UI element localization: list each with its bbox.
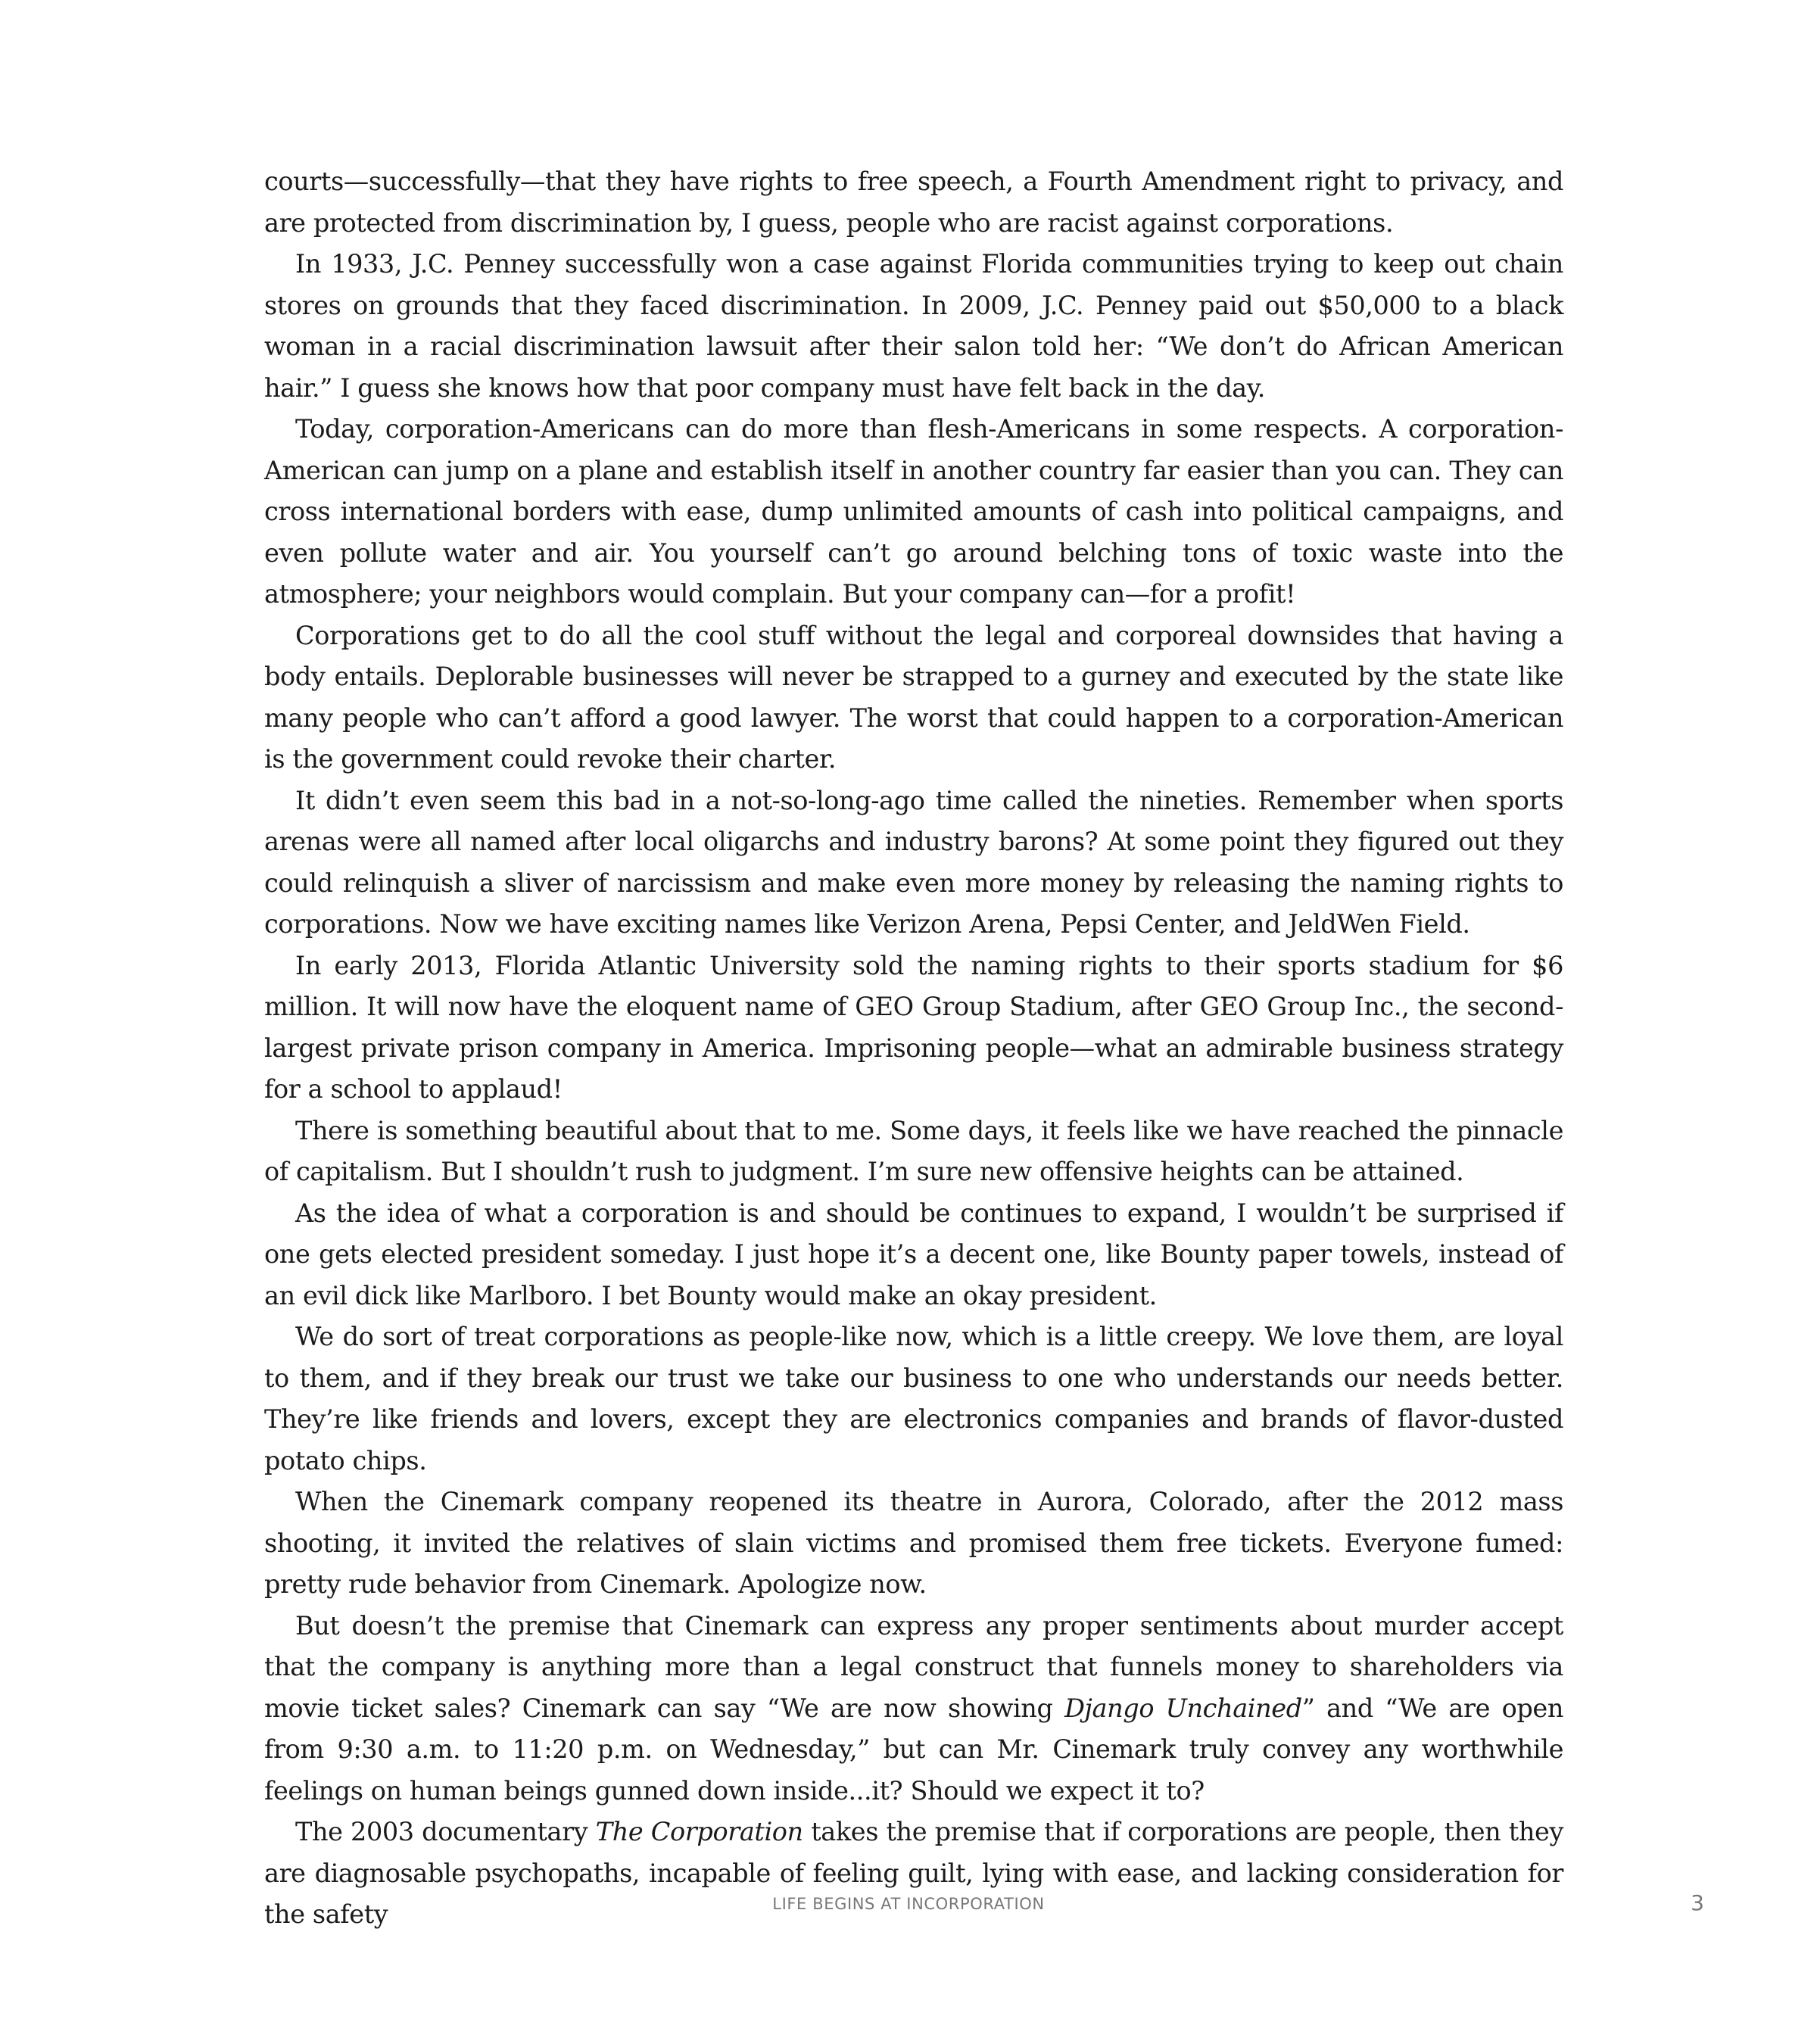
page-number: 3 <box>1691 1890 1704 1915</box>
italic-title: Django Unchained <box>1064 1693 1302 1723</box>
paragraph <box>264 946 1563 1111</box>
text-run: Corporations get to do all the cool stuff without the legal and corporeal downsides that having a body entails. Deplorable businesses will never be strapped to a gurney and executed by the state like many people who can’t afford a good lawyer. The worst that could happen to a corporation-American is the government could revoke their charter. <box>264 620 1563 774</box>
paragraph <box>264 1111 1563 1193</box>
text-run: There is something beautiful about that to me. Some days, it feels like we have reached the pinnacle of capitalism. But I shouldn’t rush to judgment. I’m sure new offensive heights can be attained. <box>264 1115 1563 1186</box>
text-run: takes the premise that if corporations are people, then they are diagnosable psychopaths, incapable of feeling guilt, lying with ease, and lacking consideration for the safety <box>264 1817 1563 1929</box>
text-run: The 2003 documentary <box>295 1817 596 1846</box>
text-run: As the idea of what a corporation is and should be continues to expand, I wouldn’t be surprised if one gets elected president someday. I just hope it’s a decent one, like Bounty paper towels, instead of an evil dick like Marlboro. I bet Bounty would make an okay president. <box>264 1198 1563 1310</box>
text-run: In early 2013, Florida Atlantic University sold the naming rights to their sports stadium for $6 million. It will now have the eloquent name of GEO Group Stadium, after GEO Group Inc., the second-largest private prison company in America. Imprisoning people—what an admirable business strategy for a school to applaud! <box>264 950 1563 1104</box>
text-run: In 1933, J.C. Penney successfully won a case against Florida communities trying to keep out chain stores on grounds that they faced discrimination. In 2009, J.C. Penney paid out $50,000 to a black woman in a racial discrimination lawsuit after their salon told her: “We don’t do African American hair.” I guess she knows how that poor company must have felt back in the day. <box>264 249 1563 403</box>
text-run: courts—successfully—that they have rights to free speech, a Fourth Amendment right to privacy, and are protected from discrimination by, I guess, people who are racist against corporations. <box>264 167 1563 238</box>
paragraph <box>264 1606 1563 1812</box>
paragraph <box>264 244 1563 409</box>
text-run: When the Cinemark company reopened its theatre in Aurora, Colorado, after the 2012 mass shooting, it invited the relatives of slain victims and promised them free tickets. Everyone fumed: pretty rude behavior from Cinemark. Apologize now. <box>264 1487 1563 1599</box>
paragraph <box>264 1316 1563 1482</box>
text-run: Today, corporation-Americans can do more than flesh-Americans in some respects. A corporation-American can jump on a plane and establish itself in another country far easier than you can. They can cross international borders with ease, dump unlimited amounts of cash into political campaigns, and even pollute water and air. You yourself can’t go around belching tons of toxic waste into the atmosphere; your neighbors would complain. But your company can—for a profit! <box>264 414 1563 609</box>
italic-title: The Corporation <box>595 1817 803 1846</box>
paragraph <box>264 409 1563 615</box>
paragraph <box>264 1482 1563 1606</box>
paragraph <box>264 615 1563 781</box>
paragraph <box>264 1193 1563 1317</box>
paragraph <box>264 781 1563 946</box>
paragraph <box>264 1812 1563 1936</box>
text-run: ” and “We are open from 9:30 a.m. to 11:20 p.m. on Wednesday,” but can Mr. Cinemark truly convey any worthwhile feelings on human beings gunned down inside...it? Should we expect it to? <box>264 1693 1563 1806</box>
text-run: But doesn’t the premise that Cinemark can express any proper sentiments about murder accept that the company is anything more than a legal construct that funnels money to shareholders via movie ticket sales? Cinemark can say “We are now showing <box>264 1610 1563 1723</box>
text-run: We do sort of treat corporations as people-like now, which is a little creepy. We love them, are loyal to them, and if they break our trust we take our business to one who understands our needs better. They’re like friends and lovers, except they are electronics companies and brands of flavor-dusted potato chips. <box>264 1322 1563 1475</box>
text-run: It didn’t even seem this bad in a not-so-long-ago time called the nineties. Remember when sports arenas were all named after local oligarchs and industry barons? At some point they figured out they could relinquish a sliver of narcissism and make even more money by releasing the naming rights to corporations. Now we have exciting names like Verizon Arena, Pepsi Center, and JeldWen Field. <box>264 785 1563 939</box>
paragraph-continuation <box>264 161 1563 244</box>
running-footer-title: LIFE BEGINS AT INCORPORATION <box>772 1895 1045 1913</box>
body-text <box>264 161 1563 1936</box>
